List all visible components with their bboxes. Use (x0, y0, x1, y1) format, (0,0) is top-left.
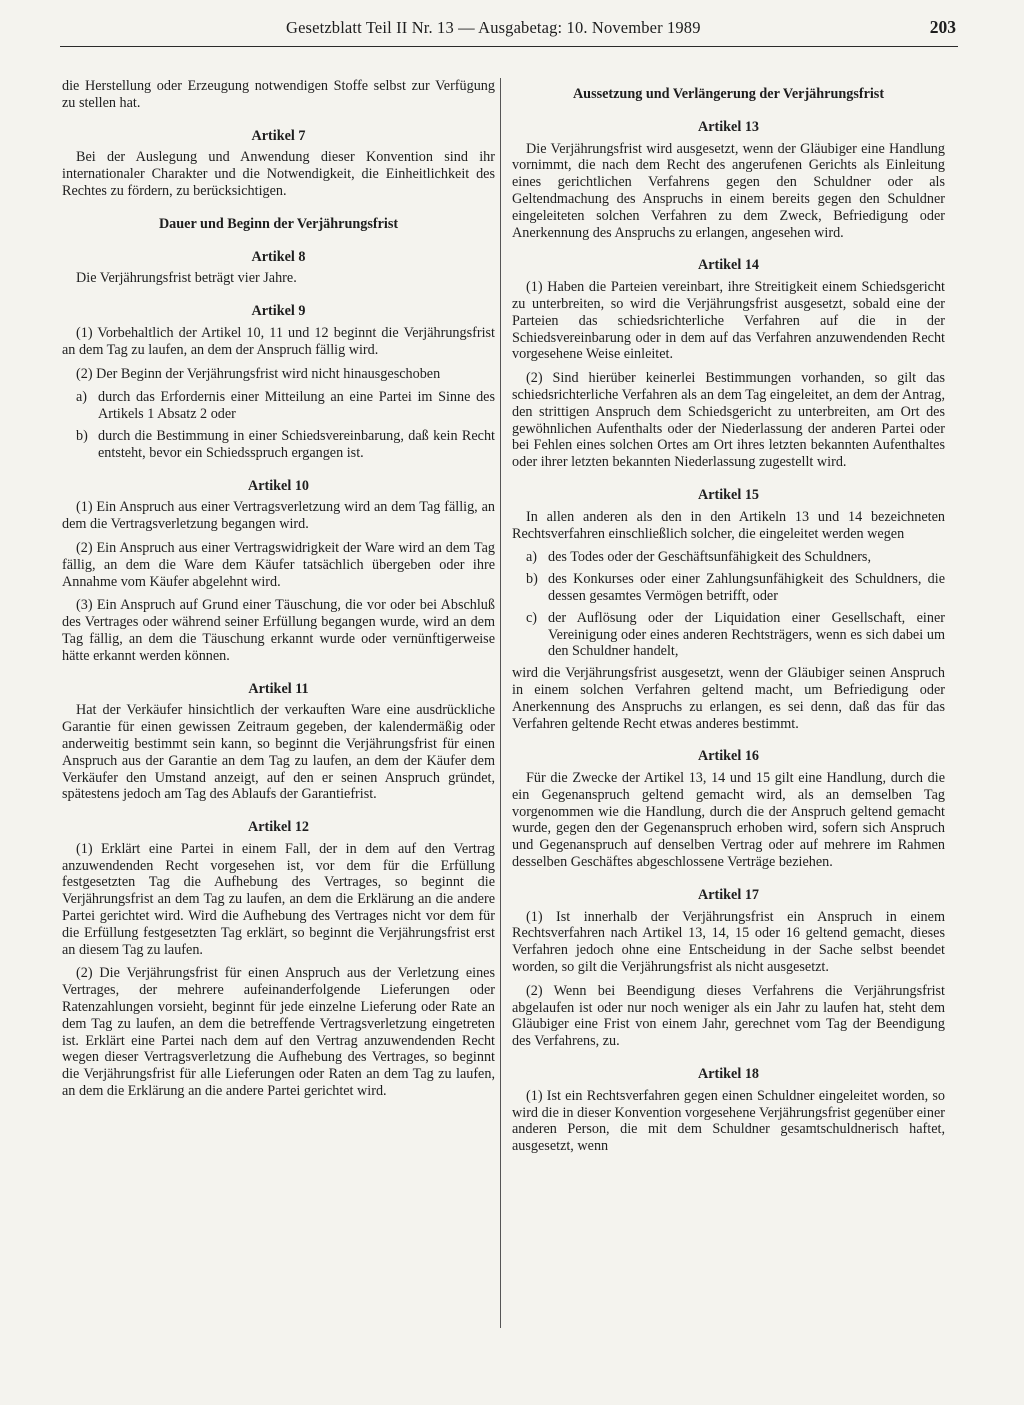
column-divider (500, 78, 501, 1328)
list-item (62, 428, 495, 462)
list-label: c) (526, 609, 538, 626)
running-title: Gesetzblatt Teil II Nr. 13 — Ausgabetag: 10. November 1989 (286, 18, 701, 37)
paragraph: (2) Die Verjährungsfrist für einen Anspruch aus der Verletzung eines Vertrages, der mehrere aufeinanderfolgende Lieferungen oder Ratenzahlungen vorsieht, beginnt für jede einzelne Lieferung oder Rate an dem Tag zu laufen, an dem die betreffende Vertragsverletzung eingetreten ist. Erklärt eine Partei nach dem auf den Vertrag anzuwendenden Recht wegen dieser Vertragsverletzung die Aufhebung des Vertrages, so beginnt die Verjährungsfrist für alle Lieferungen oder Raten an dem Tag zu laufen, an dem die Erklärung an die andere Partei gerichtet wird. (62, 965, 495, 1100)
list-text: des Todes oder der Geschäftsunfähigkeit des Schuldners, (548, 549, 872, 566)
list-text: der Auflösung oder der Liquidation einer Gesellschaft, einer Vereinigung oder eines anderen Rechtsträgers, wenn es sich dabei um den Schuldner handelt, (548, 609, 945, 660)
article-title: Artikel 11 (248, 680, 309, 697)
list-item (512, 549, 945, 566)
list-label: a) (526, 549, 538, 566)
paragraph: (2) Wenn bei Beendigung dieses Verfahrens die Verjährungsfrist abgelaufen ist oder nur noch weniger als ein Jahr zu laufen hat, steht dem Gläubiger eine Frist von einem Jahr, gerechnet vom Tag der Beendigung des Verfahrens, zu. (512, 982, 945, 1050)
list-item (62, 389, 495, 423)
paragraph: (1) Haben die Parteien vereinbart, ihre Streitigkeit einem Schiedsgericht zu unterbreiten, so wird die Verjährungsfrist ausgesetzt, sobald eine der Parteien das schiedsrichterliche Verfahren auf die in der Schiedsvereinbarung oder in dem auf das Verfahren anzuwendenden Recht vorgesehene Weise einleitet. (512, 279, 945, 363)
list-text: durch die Bestimmung in einer Schiedsvereinbarung, daß kein Recht entsteht, bevor ein Schiedsspruch ergangen ist. (98, 427, 495, 461)
list-item (512, 571, 945, 605)
paragraph: Für die Zwecke der Artikel 13, 14 und 15 gilt eine Handlung, durch die ein Gegenanspruch geltend gemacht wird, als an demselben Tag vorgenommen wie die Handlung, durch die der Anspruch geltend gemacht wurde, gegen den der Gegenanspruch erhoben wird, sofern sich Anspruch und Gegenanspruch auf denselben Vertrag oder auf mehrere im Rahmen desselben Geschäftes abgeschlossene Verträge beziehen. (512, 770, 945, 871)
list-label: b) (526, 571, 538, 588)
article-title: Artikel 15 (697, 486, 760, 503)
paragraph: Die Verjährungsfrist beträgt vier Jahre. (76, 270, 297, 287)
list-label: a) (76, 389, 88, 406)
list-text: durch das Erfordernis einer Mitteilung an eine Partei im Sinne des Artikels 1 Absatz 2 oder (98, 389, 495, 423)
article-title: Artikel 8 (251, 248, 306, 265)
article-title: Artikel 13 (697, 118, 760, 135)
paragraph: wird die Verjährungsfrist ausgesetzt, wenn der Gläubiger seinen Anspruch in einem solchen Verfahren geltend macht, um Befriedigung oder Anerkennung des Anspruchs zu erlangen, es sei denn, daß das für das Verfahren geltende Recht etwas anderes bestimmt. (512, 665, 945, 732)
section-heading: Dauer und Beginn der Verjährungsfrist (158, 215, 399, 232)
article-title: Artikel 16 (697, 748, 760, 765)
article-title: Artikel 10 (247, 477, 310, 494)
paragraph: (3) Ein Anspruch auf Grund einer Täuschung, die vor oder bei Abschluß des Vertrages oder während seiner Erfüllung begangen wurde, wird an dem Tag fällig, an dem die Täuschung erkannt wurde oder vernünftigerweise hätte erkannt werden können. (62, 597, 495, 664)
left-column (62, 78, 495, 1107)
article-title: Artikel 9 (251, 303, 306, 320)
section-heading: Aussetzung und Verlängerung der Verjährungsfrist (572, 86, 885, 102)
paragraph: In allen anderen als den in den Artikeln 13 und 14 bezeichneten Rechtsverfahren einschließlich solcher, die eingeleitet werden wegen (512, 508, 945, 542)
paragraph: (1) Vorbehaltlich der Artikel 10, 11 und 12 beginnt die Verjährungsfrist an dem Tag zu laufen, an dem der Anspruch fällig wird. (62, 324, 495, 358)
paragraph: Die Verjährungsfrist wird ausgesetzt, wenn der Gläubiger eine Handlung vornimmt, die nach dem Recht des angerufenen Gerichts als Einleitung eines gerichtlichen Verfahrens gegen den Schuldner oder als Geltendmachung des Anspruchs in einem bereits gegen den Schuldner eingeleiteten solchen Verfahren zu dem Zweck, Befriedigung oder Anerkennung des Anspruchs zu erlangen, angesehen wird. (512, 140, 945, 241)
list-text: des Konkurses oder einer Zahlungsunfähigkeit des Schuldners, die dessen gesamtes Vermögen betrifft, oder (548, 571, 945, 604)
paragraph: (1) Ein Anspruch aus einer Vertragsverletzung wird an dem Tag fällig, an dem die Vertragsverletzung begangen wird. (62, 499, 495, 533)
page-number: 203 (929, 17, 956, 37)
article-title: Artikel 18 (697, 1066, 760, 1083)
paragraph: (2) Sind hierüber keinerlei Bestimmungen vorhanden, so gilt das schiedsrichterliche Verfahren als an dem Tag eingeleitet, an dem der Antrag, den strittigen Anspruch dem Schiedsgericht zu unterbreiten, am Ort des gewöhnlichen Aufenthalts oder der Niederlassung der anderen Partei oder bei Fehlen eines solchen Ortes am Ort ihres letzten bekannten Aufenthaltes oder ihrer letzten bekannten Niederlassung zugestellt wird. (512, 370, 945, 471)
list-label: b) (76, 427, 88, 444)
paragraph: Hat der Verkäufer hinsichtlich der verkauften Ware eine ausdrückliche Garantie für einen gewissen Zeitraum gegeben, der kalendermäßig oder anderweitig bestimmt sein kann, so beginnt die Verjährungsfrist für einen Anspruch aus der Garantie an dem Tag zu laufen, an dem der Käufer dem Verkäufer den Umstand anzeigt, auf den er seinen Anspruch gründet, spätestens jedoch am Tag des Ablaufs der Garantiefrist. (62, 702, 495, 803)
paragraph: (1) Erklärt eine Partei in einem Fall, der in dem auf den Vertrag anzuwendenden Recht vorgesehen ist, vor dem für die Erfüllung festgesetzten Tag die Aufhebung des Vertrages, so beginnt die Verjährungsfrist an dem Tag zu laufen, an dem die Erklärung an die andere Partei gerichtet wird. Wird die Aufhebung des Vertrages nicht vor dem für die Erfüllung festgesetzten Tag erklärt, so beginnt die Verjährungsfrist erst an diesem Tag zu laufen. (62, 840, 495, 958)
paragraph: (1) Ist innerhalb der Verjährungsfrist ein Anspruch in einem Rechtsverfahren nach Artikel 13, 14, 15 oder 16 geltend gemacht, dieses Verfahren jedoch ohne eine Entscheidung in der Sache selbst beendet worden, so gilt die Verjährungsfrist als nicht ausgesetzt. (512, 908, 945, 976)
paragraph: (2) Ein Anspruch aus einer Vertragswidrigkeit der Ware wird an dem Tag fällig, an dem die Ware dem Käufer tatsächlich übergeben oder ihre Annahme vom Käufer abgelehnt wird. (62, 539, 495, 590)
page-header (60, 14, 958, 47)
paragraph: (1) Ist ein Rechtsverfahren gegen einen Schuldner eingeleitet worden, so wird die in dieser Konvention vorgesehene Verjährungsfrist gegenüber einer anderen Person, die mit dem Schuldner gesamtschuldnerisch haftet, ausgesetzt, wenn (512, 1087, 945, 1155)
article-title: Artikel 12 (247, 819, 310, 836)
paragraph: (2) Der Beginn der Verjährungsfrist wird nicht hinausgeschoben (76, 365, 441, 382)
article-title: Artikel 17 (697, 886, 760, 903)
right-column (512, 78, 945, 1162)
article-title: Artikel 7 (251, 127, 306, 144)
paragraph: die Herstellung oder Erzeugung notwendigen Stoffe selbst zur Verfügung zu stellen hat. (62, 78, 495, 111)
article-title: Artikel 14 (697, 257, 760, 274)
paragraph: Bei der Auslegung und Anwendung dieser Konvention sind ihr internationaler Charakter und die Notwendigkeit, die Einheitlichkeit des Rechtes zu fördern, zu berücksichtigen. (62, 149, 495, 199)
list-item (512, 610, 945, 660)
